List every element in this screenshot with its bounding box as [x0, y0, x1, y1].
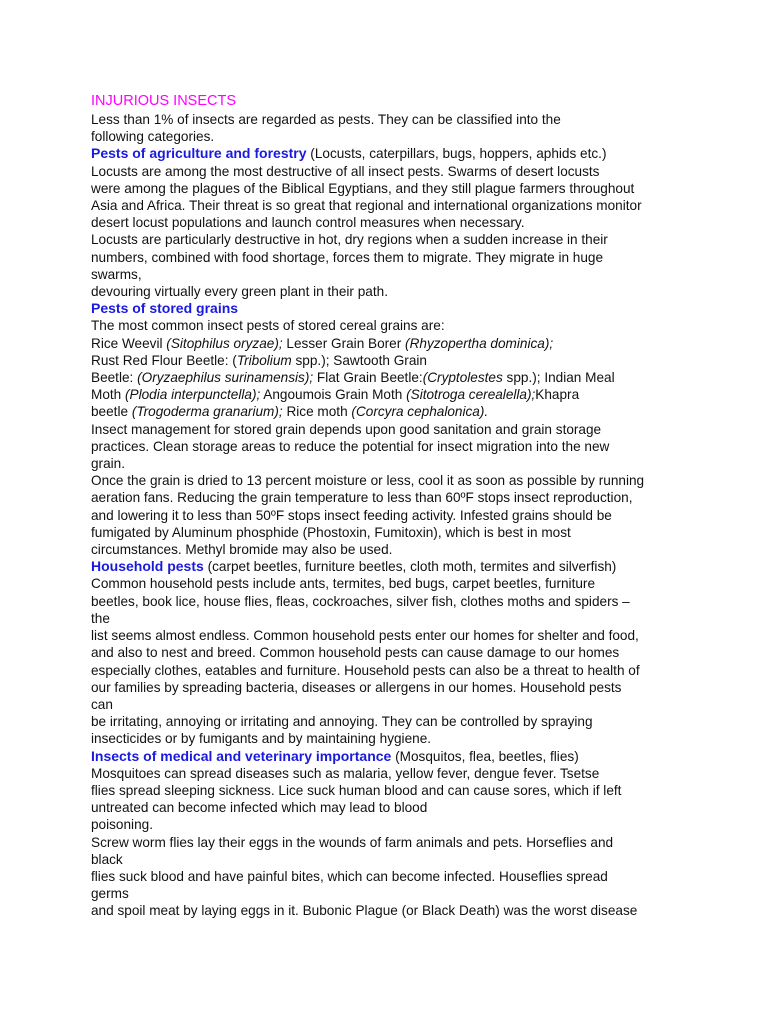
body-text-line: The most common insect pests of stored cereal grains are:	[91, 318, 445, 334]
body-text-fragment: spp.); Sawtooth Grain	[291, 352, 427, 368]
body-text-line: be irritating, annoying or irritating and annoying. They can be controlled by spraying	[91, 714, 593, 730]
document-title: INJURIOUS INSECTS	[91, 93, 237, 109]
body-text-line: Insect management for stored grain depends upon good sanitation and grain storage	[91, 421, 602, 437]
body-text-line: Once the grain is dried to 13 percent moisture or less, cool it as soon as possible by running	[91, 473, 645, 489]
section-heading-note: (carpet beetles, furniture beetles, cloth moth, termites and silverfish)	[203, 559, 617, 575]
body-text-line: Locusts are particularly destructive in hot, dry regions when a sudden increase in their	[91, 232, 608, 248]
body-text-line: the	[91, 610, 110, 626]
body-text-line: following categories.	[91, 129, 215, 145]
scientific-name: (Sitotroga cerealella);	[406, 387, 536, 403]
scientific-name: (Corcyra cephalonica).	[351, 404, 489, 420]
body-text-fragment: beetle	[91, 404, 132, 420]
body-text-fragment: Rust Red Flour Beetle: (	[91, 352, 237, 368]
scientific-name: (Oryzaephilus surinamensis);	[137, 370, 314, 386]
body-text-line: poisoning.	[91, 817, 153, 833]
scientific-name: (Trogoderma granarium);	[131, 404, 283, 420]
body-text-line: and spoil meat by laying eggs in it. Bubonic Plague (or Black Death) was the worst disease	[91, 903, 638, 919]
body-text-line	[91, 403, 691, 420]
body-text-fragment: Rice moth	[282, 404, 352, 420]
body-text-line: Mosquitoes can spread diseases such as malaria, yellow fever, dengue fever. Tsetse	[91, 765, 600, 781]
body-text-line: desert locust populations and launch control measures when necessary.	[91, 215, 525, 231]
body-text-line	[91, 352, 691, 369]
body-text-line	[91, 335, 691, 352]
scientific-name: (Cryptolestes	[422, 370, 503, 386]
body-text-line	[91, 386, 691, 403]
section-heading: Insects of medical and veterinary importance	[91, 747, 392, 764]
section-heading: Pests of agriculture and forestry	[91, 145, 307, 162]
body-text-line: Less than 1% of insects are regarded as pests. They can be classified into the	[91, 112, 561, 127]
body-text-line: untreated can become infected which may lead to blood	[91, 800, 428, 816]
section-heading-line	[91, 748, 691, 765]
section-heading-note: (Mosquitos, flea, beetles, flies)	[391, 748, 579, 764]
body-text-line: flies spread sleeping sickness. Lice suck human blood and can cause sores, which if left	[91, 782, 622, 798]
body-text-fragment: Rice Weevil	[91, 335, 167, 351]
document-body	[91, 111, 691, 920]
body-text-line: can	[91, 696, 113, 712]
body-text-line: flies suck blood and have painful bites, which can become infected. Houseflies spread	[91, 868, 608, 884]
body-text-line: practices. Clean storage areas to reduce the potential for insect migration into the new	[91, 438, 610, 454]
body-text-line	[91, 369, 691, 386]
body-text-line: germs	[91, 886, 129, 902]
body-text-line: and lowering it to less than 50ºF stops insect feeding activity. Infested grains should be	[91, 507, 612, 523]
body-text-line: Asia and Africa. Their threat is so great that regional and international organizations monitor	[91, 198, 642, 214]
body-text-line: grain.	[91, 456, 126, 472]
body-text-line: list seems almost endless. Common household pests enter our homes for shelter and food,	[91, 628, 639, 644]
body-text-line: numbers, combined with food shortage, forces them to migrate. They migrate in huge	[91, 249, 604, 265]
body-text-line: swarms,	[91, 266, 142, 282]
body-text-line: our families by spreading bacteria, diseases or allergens in our homes. Household pests	[91, 679, 622, 695]
body-text-line: aeration fans. Reducing the grain temperature to less than 60ºF stops insect reproduction,	[91, 490, 633, 506]
scientific-name: (Sitophilus oryzae);	[166, 335, 283, 351]
scientific-name: (Rhyzopertha dominica);	[405, 335, 554, 351]
section-heading: Pests of stored grains	[91, 300, 239, 317]
section-heading-line	[91, 300, 691, 317]
section-heading-line	[91, 145, 691, 162]
body-text-line: devouring virtually every green plant in their path.	[91, 284, 388, 300]
body-text-line: were among the plagues of the Biblical Egyptians, and they still plague farmers throughout	[91, 180, 635, 196]
body-text-line: and also to nest and breed. Common household pests can cause damage to our homes	[91, 645, 620, 661]
body-text-fragment: Angoumois Grain Moth	[260, 387, 407, 403]
scientific-name: (Plodia interpunctella);	[125, 387, 261, 403]
body-text-fragment: Khapra	[535, 387, 580, 403]
body-text-fragment: spp.); Indian Meal	[502, 370, 615, 386]
body-text-line: Common household pests include ants, termites, bed bugs, carpet beetles, furniture	[91, 576, 596, 592]
body-text-line: especially clothes, eatables and furniture. Household pests can also be a threat to health of	[91, 662, 640, 678]
document-page	[91, 92, 691, 920]
body-text-fragment: Flat Grain Beetle:	[313, 370, 423, 386]
section-heading-line	[91, 558, 691, 575]
section-heading-note: (Locusts, caterpillars, bugs, hoppers, aphids etc.)	[306, 146, 607, 162]
body-text-fragment: Beetle:	[91, 370, 138, 386]
body-text-line: Screw worm flies lay their eggs in the wounds of farm animals and pets. Horseflies and	[91, 834, 614, 850]
body-text-line: fumigated by Aluminum phosphide (Phostoxin, Fumitoxin), which is best in most	[91, 524, 571, 540]
body-text-line: circumstances. Methyl bromide may also be used.	[91, 542, 393, 558]
section-heading: Household pests	[91, 558, 204, 575]
body-text-fragment: Lesser Grain Borer	[282, 335, 406, 351]
scientific-name: Tribolium	[236, 352, 292, 368]
body-text-line: beetles, book lice, house flies, fleas, cockroaches, silver fish, clothes moths and spiders –	[91, 593, 630, 609]
body-text-line: black	[91, 851, 123, 867]
body-text-line: insecticides or by fumigants and by maintaining hygiene.	[91, 731, 432, 747]
body-text-fragment: Moth	[91, 387, 125, 403]
body-text-line: Locusts are among the most destructive of all insect pests. Swarms of desert locusts	[91, 163, 600, 179]
